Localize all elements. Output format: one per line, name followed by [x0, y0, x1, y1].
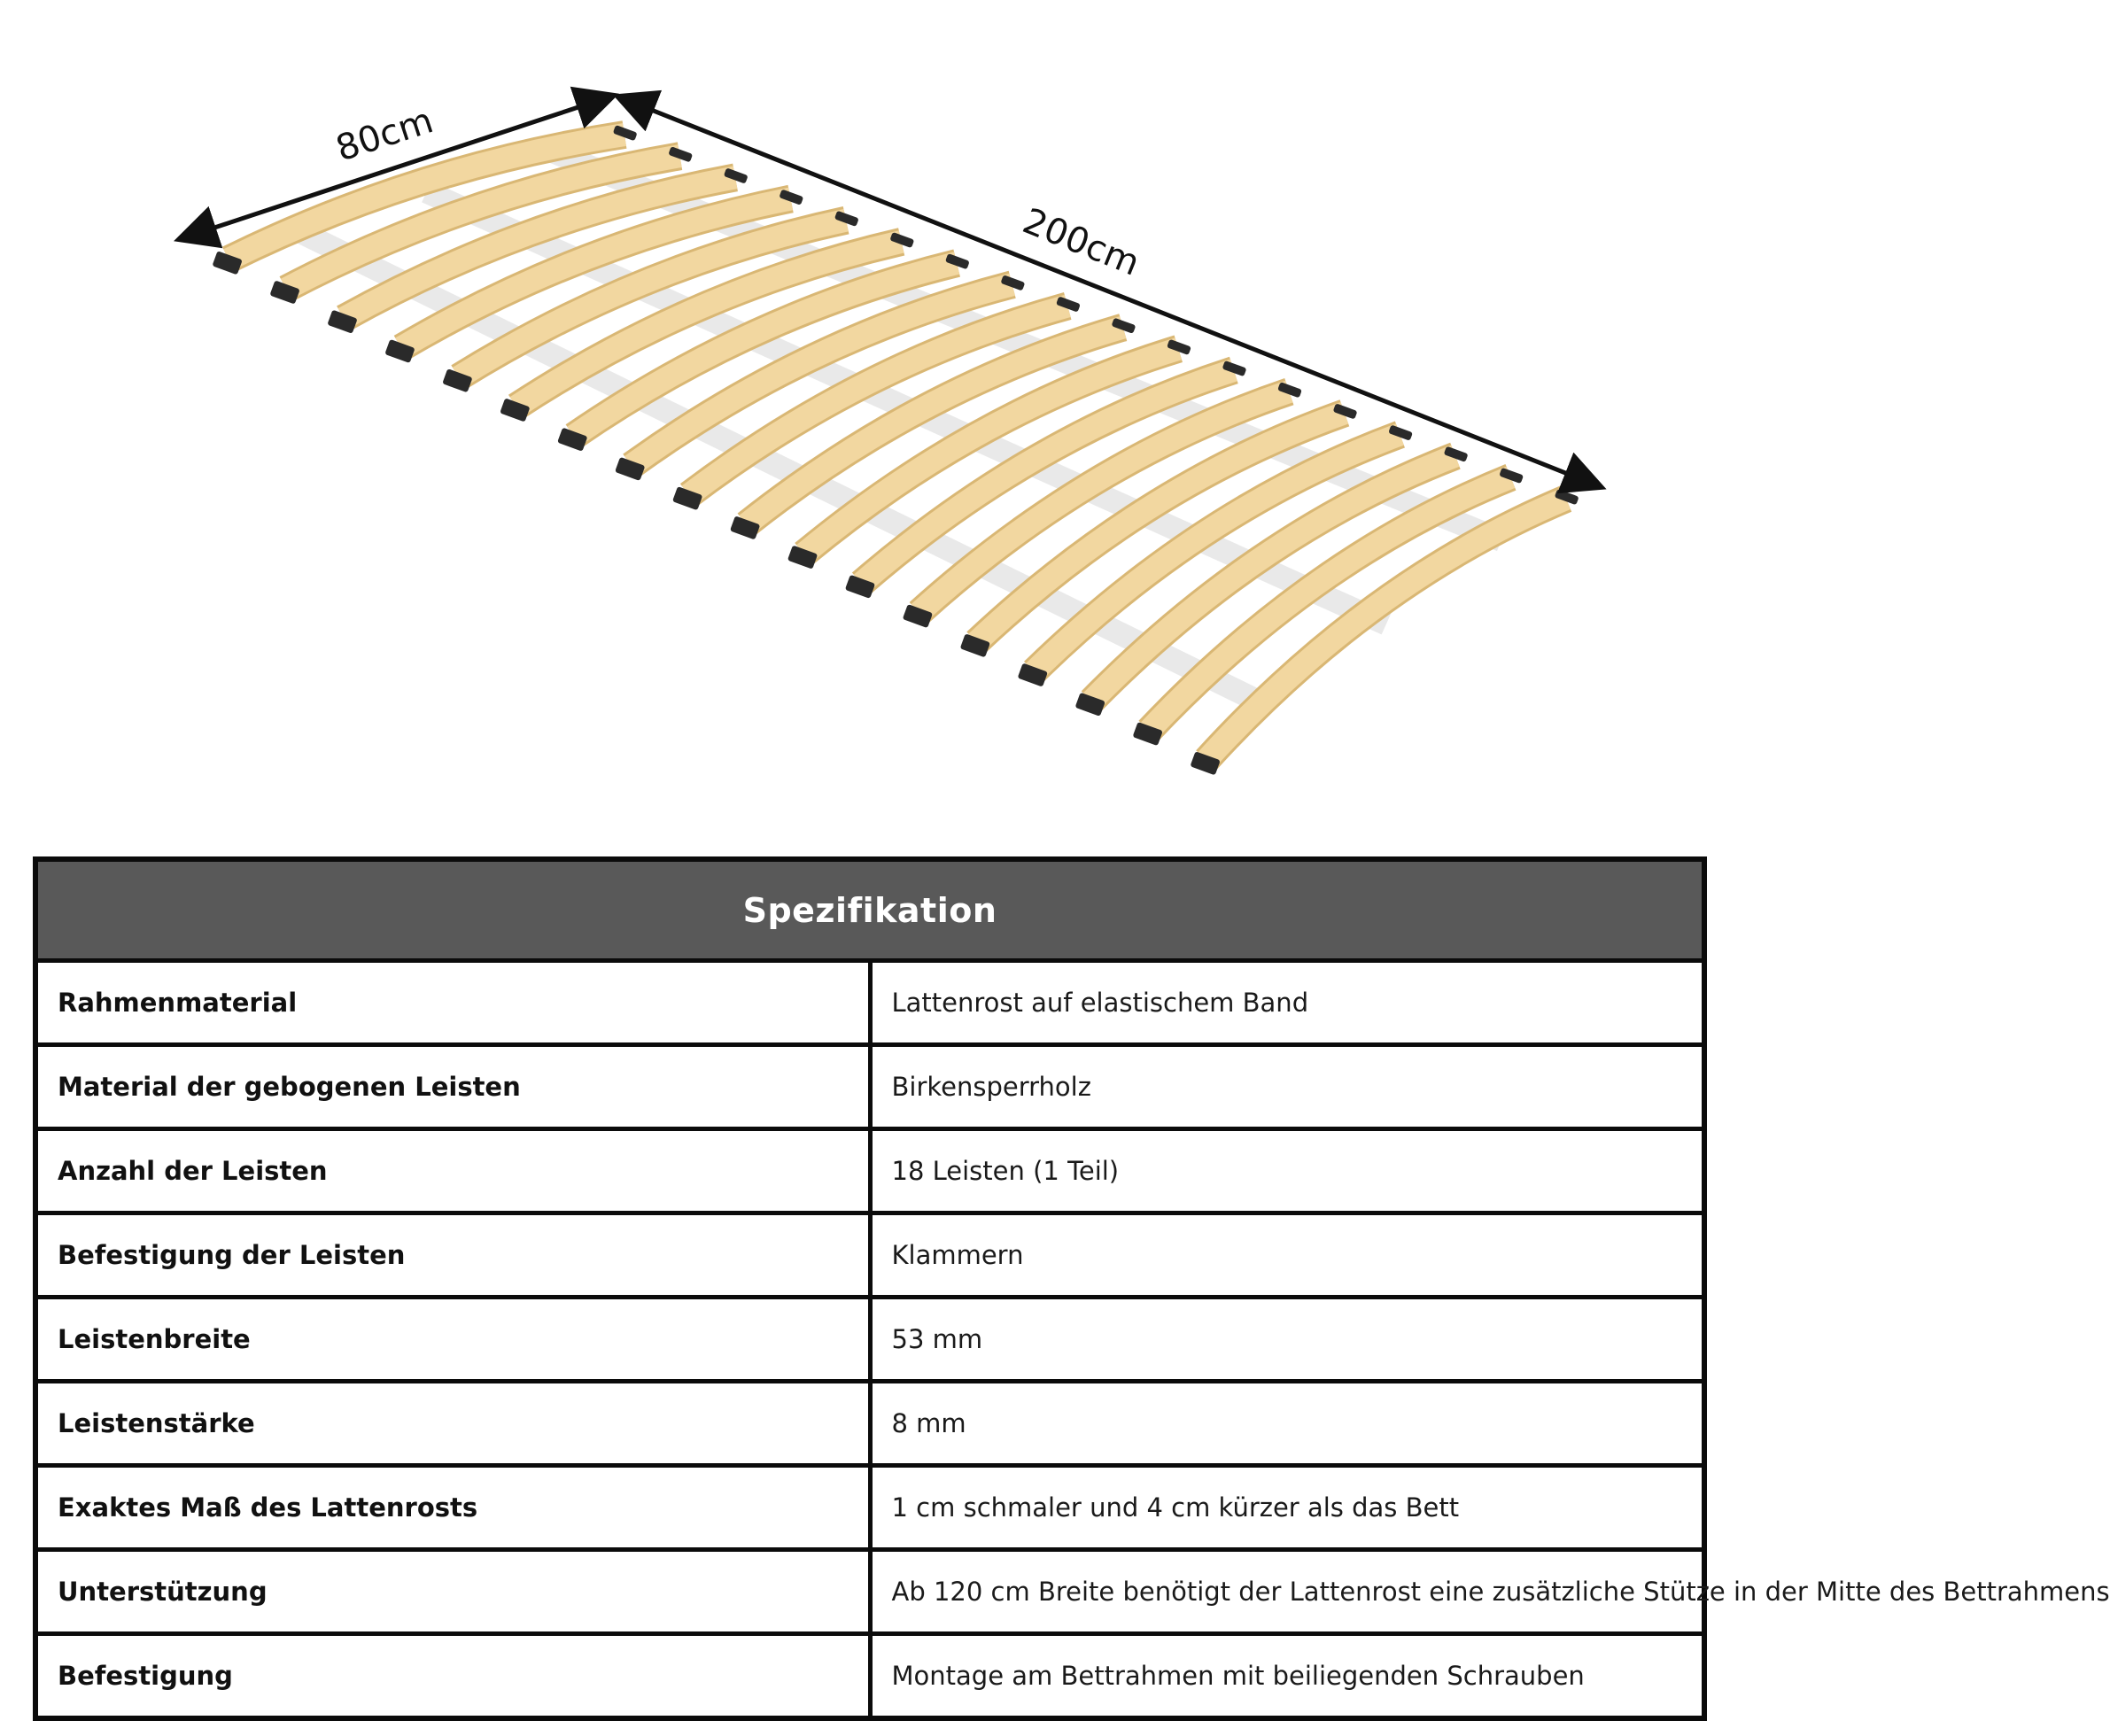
spec-key: Unterstützung [35, 1550, 870, 1634]
table-row [35, 1382, 1704, 1466]
spec-value: Klammern [870, 1213, 1704, 1298]
spec-key: Befestigung [35, 1634, 870, 1719]
spec-key: Leistenbreite [35, 1298, 870, 1382]
slats-group [212, 125, 1579, 775]
table-row [35, 1298, 1704, 1382]
spec-key: Material der gebogenen Leisten [35, 1045, 870, 1129]
spec-key: Leistenstärke [35, 1382, 870, 1466]
slatted-frame-illustration [0, 0, 1736, 833]
specification-table [33, 856, 2110, 1721]
spec-title: Spezifikation [35, 859, 1704, 961]
spec-header-row [35, 859, 1704, 961]
spec-value: Ab 120 cm Breite benötigt der Lattenrost eine zusätzliche Stütze in der Mitte des Bettrahmens [870, 1550, 1704, 1634]
spec-key: Exaktes Maß des Lattenrosts [35, 1466, 870, 1550]
table-row [35, 1634, 1704, 1719]
table-row [35, 1213, 1704, 1298]
spec-value: 18 Leisten (1 Teil) [870, 1129, 1704, 1213]
spec-value: 8 mm [870, 1382, 1704, 1466]
spec-value: Montage am Bettrahmen mit beiliegenden Schrauben [870, 1634, 1704, 1719]
table-row [35, 1466, 1704, 1550]
length-dimension-label: 200cm [1017, 200, 1145, 284]
spec-key: Anzahl der Leisten [35, 1129, 870, 1213]
table-row [35, 1045, 1704, 1129]
spec-value: 53 mm [870, 1298, 1704, 1382]
spec-key: Rahmenmaterial [35, 961, 870, 1045]
table-row [35, 1129, 1704, 1213]
width-dimension-label: 80cm [330, 100, 438, 170]
table-row [35, 1550, 1704, 1634]
spec-key: Befestigung der Leisten [35, 1213, 870, 1298]
table-row [35, 961, 1704, 1045]
spec-value: Lattenrost auf elastischem Band [870, 961, 1704, 1045]
spec-value: 1 cm schmaler und 4 cm kürzer als das Bett [870, 1466, 1704, 1550]
spec-value: Birkensperrholz [870, 1045, 1704, 1129]
